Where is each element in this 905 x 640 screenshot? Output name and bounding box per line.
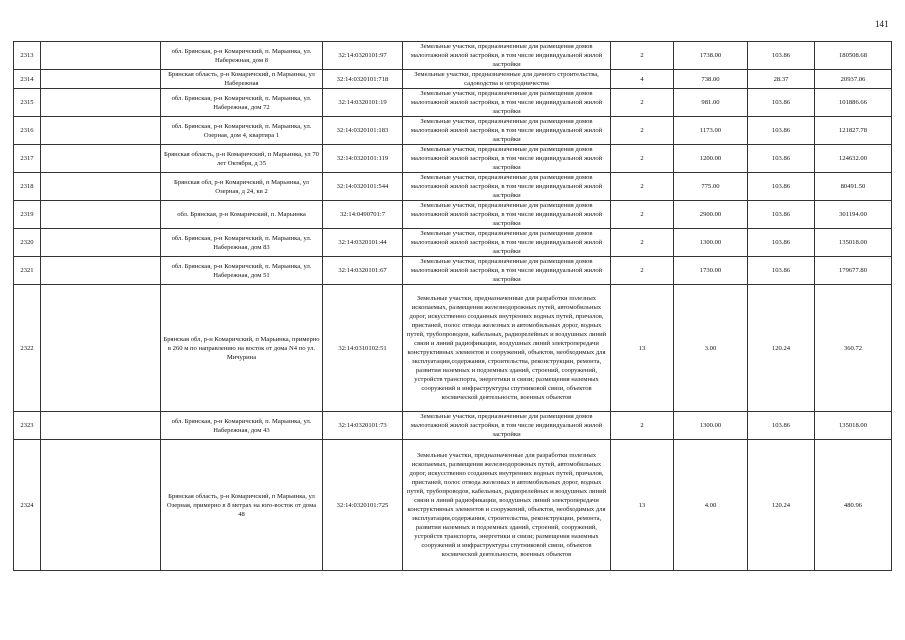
empty-cell [41, 145, 161, 173]
land-use-cell: Земельные участки, предназначенные для размещения домов малоэтажной жилой застройки, в том числе индивидуальной жилой застройки [403, 117, 611, 145]
cadastral-value-cell: 180508.68 [815, 42, 892, 70]
empty-cell [41, 70, 161, 89]
area-cell: 981.00 [674, 89, 748, 117]
land-use-cell: Земельные участки, предназначенные для размещения домов малоэтажной жилой застройки, в том числе индивидуальной жилой застройки [403, 201, 611, 229]
group-code-cell: 2 [611, 145, 674, 173]
row-number: 2320 [14, 229, 41, 257]
group-code-cell: 13 [611, 440, 674, 571]
group-code-cell: 2 [611, 42, 674, 70]
cadastral-number-cell: 32:14:0320101:73 [323, 412, 403, 440]
area-cell: 4.00 [674, 440, 748, 571]
table-row [14, 229, 892, 257]
cadastral-number-cell: 32:14:0320101:718 [323, 70, 403, 89]
address-cell: обл. Брянская, р-н Комаричский, п. Марьинка, ул. Набережная, дом 51 [161, 257, 323, 285]
unit-rate-cell: 103.86 [748, 117, 815, 145]
table-row [14, 145, 892, 173]
address-cell: Брянская обл, р-н Комаричский, п Марьинка, примерно в 260 м по направлению на восток от дома N4 по ул. Мичурина [161, 285, 323, 412]
row-number: 2324 [14, 440, 41, 571]
cadastral-value-cell: 80491.50 [815, 173, 892, 201]
area-cell: 738.00 [674, 70, 748, 89]
cadastral-value-cell: 480.96 [815, 440, 892, 571]
cadastral-number-cell: 32:14:0310102:51 [323, 285, 403, 412]
row-number: 2317 [14, 145, 41, 173]
table-row [14, 89, 892, 117]
empty-cell [41, 173, 161, 201]
land-use-cell: Земельные участки, предназначенные для дачного строительства, садоводства и огородничества [403, 70, 611, 89]
empty-cell [41, 42, 161, 70]
group-code-cell: 13 [611, 285, 674, 412]
area-cell: 3.00 [674, 285, 748, 412]
table-row [14, 412, 892, 440]
land-use-cell: Земельные участки, предназначенные для размещения домов малоэтажной жилой застройки, в том числе индивидуальной жилой застройки [403, 257, 611, 285]
area-cell: 1300.00 [674, 229, 748, 257]
group-code-cell: 2 [611, 201, 674, 229]
address-cell: обл. Брянская, р-н Комаричский, п. Марьинка, ул. Набережная, дом 83 [161, 229, 323, 257]
cadastral-number-cell: 32:14:0320101:183 [323, 117, 403, 145]
empty-cell [41, 117, 161, 145]
cadastral-number-cell: 32:14:0490701:7 [323, 201, 403, 229]
land-use-cell: Земельные участки, предназначенные для разработки полезных ископаемых, размещения железнодорожных путей, автомобильных дорог, искусственно созданных внутренних водных путей, причалов, пристаней, полос отвода железных и автомобильных дорог, водных путей, трубопроводов, кабельных, радиорелейных и воздушных линий связи и линий радиофикации, воздушных линий электропередачи конструктивных элементов и сооружений, объектов, необходимых для эксплуатации,содержания, строительства, реконструкции, ремонта, развития наземных и подземных зданий, строений, сооружений, устройств транспорта, энергетики и связи; размещения наземных сооружений и инфраструктуры спутниковой связи, объектов космической деятельности, военных объектов [403, 285, 611, 412]
address-cell: обл. Брянская, р-н Комаричский, п. Марьинка, ул. Озерная, дом 4, квартира 1 [161, 117, 323, 145]
table-row [14, 285, 892, 412]
table-row [14, 440, 892, 571]
unit-rate-cell: 103.86 [748, 173, 815, 201]
row-number: 2322 [14, 285, 41, 412]
group-code-cell: 4 [611, 70, 674, 89]
address-cell: обл. Брянская, р-н Комаричский, п. Марьинка [161, 201, 323, 229]
table-row [14, 257, 892, 285]
unit-rate-cell: 103.86 [748, 201, 815, 229]
cadastral-value-cell: 124632.00 [815, 145, 892, 173]
cadastral-value-cell: 179677.80 [815, 257, 892, 285]
row-number: 2315 [14, 89, 41, 117]
cadastral-value-cell: 121827.78 [815, 117, 892, 145]
page-number: 141 [875, 19, 889, 29]
area-cell: 2900.00 [674, 201, 748, 229]
row-number: 2323 [14, 412, 41, 440]
table-row [14, 117, 892, 145]
cadastral-value-cell: 301194.00 [815, 201, 892, 229]
land-use-cell: Земельные участки, предназначенные для разработки полезных ископаемых, размещения железнодорожных путей, автомобильных дорог, искусственно созданных внутренних водных путей, причалов, пристаней, полос отвода железных и автомобильных дорог, водных путей, трубопроводов, кабельных, радиорелейных и воздушных линий связи и линий радиофикации, воздушных линий электропередачи конструктивных элементов и сооружений, объектов, необходимых для эксплуатации,содержания, строительства, реконструкции, ремонта, развития наземных и подземных зданий, строений, сооружений, устройств транспорта, энергетики и связи; размещения наземных сооружений и инфраструктуры спутниковой связи, объектов космической деятельности, военных объектов [403, 440, 611, 571]
address-cell: обл. Брянская, р-н Комаричский, п. Марьинка, ул. Набережная, дом 72 [161, 89, 323, 117]
empty-cell [41, 285, 161, 412]
area-cell: 1173.00 [674, 117, 748, 145]
cadastral-number-cell: 32:14:0320101:119 [323, 145, 403, 173]
empty-cell [41, 412, 161, 440]
group-code-cell: 2 [611, 117, 674, 145]
land-use-cell: Земельные участки, предназначенные для размещения домов малоэтажной жилой застройки, в том числе индивидуальной жилой застройки [403, 42, 611, 70]
unit-rate-cell: 120.24 [748, 440, 815, 571]
cadastral-value-cell: 101886.66 [815, 89, 892, 117]
table-row [14, 70, 892, 89]
empty-cell [41, 89, 161, 117]
row-number: 2314 [14, 70, 41, 89]
unit-rate-cell: 28.37 [748, 70, 815, 89]
cadastral-number-cell: 32:14:0320101:44 [323, 229, 403, 257]
address-cell: Брянская область, р-н Комаричский, п Марьинка, ул Набережная [161, 70, 323, 89]
unit-rate-cell: 120.24 [748, 285, 815, 412]
group-code-cell: 2 [611, 257, 674, 285]
area-cell: 1738.00 [674, 42, 748, 70]
area-cell: 1200.00 [674, 145, 748, 173]
row-number: 2321 [14, 257, 41, 285]
unit-rate-cell: 103.86 [748, 89, 815, 117]
cadastral-number-cell: 32:14:0320101:97 [323, 42, 403, 70]
row-number: 2318 [14, 173, 41, 201]
address-cell: Брянская обл, р-н Комаричский, п Марьинка, ул Озерная, д 24, кв 2 [161, 173, 323, 201]
cadastral-value-cell: 135018.00 [815, 229, 892, 257]
land-use-cell: Земельные участки, предназначенные для размещения домов малоэтажной жилой застройки, в том числе индивидуальной жилой застройки [403, 89, 611, 117]
row-number: 2313 [14, 42, 41, 70]
address-cell: Брянская область, р-н Комаричский, п Марьинка, ул Озерная, примерно в 8 метрах на юго-восток от дома 48 [161, 440, 323, 571]
group-code-cell: 2 [611, 229, 674, 257]
row-number: 2319 [14, 201, 41, 229]
cadastral-number-cell: 32:14:0320101:725 [323, 440, 403, 571]
empty-cell [41, 201, 161, 229]
land-use-cell: Земельные участки, предназначенные для размещения домов малоэтажной жилой застройки, в том числе индивидуальной жилой застройки [403, 173, 611, 201]
unit-rate-cell: 103.86 [748, 412, 815, 440]
unit-rate-cell: 103.86 [748, 42, 815, 70]
cadastral-number-cell: 32:14:0320101:67 [323, 257, 403, 285]
row-number: 2316 [14, 117, 41, 145]
cadastral-number-cell: 32:14:0320101:19 [323, 89, 403, 117]
cadastral-value-cell: 20937.06 [815, 70, 892, 89]
area-cell: 1730.00 [674, 257, 748, 285]
table-row [14, 173, 892, 201]
cadastral-value-cell: 360.72 [815, 285, 892, 412]
cadastral-value-cell: 135018.00 [815, 412, 892, 440]
unit-rate-cell: 103.86 [748, 145, 815, 173]
area-cell: 1300.00 [674, 412, 748, 440]
group-code-cell: 2 [611, 89, 674, 117]
empty-cell [41, 229, 161, 257]
group-code-cell: 2 [611, 173, 674, 201]
address-cell: обл. Брянская, р-н Комаричский, п. Марьинка, ул. Набережная, дом 43 [161, 412, 323, 440]
cadastral-number-cell: 32:14:0320101:544 [323, 173, 403, 201]
land-use-cell: Земельные участки, предназначенные для размещения домов малоэтажной жилой застройки, в том числе индивидуальной жилой застройки [403, 412, 611, 440]
empty-cell [41, 257, 161, 285]
unit-rate-cell: 103.86 [748, 257, 815, 285]
cadastral-value-table [13, 41, 892, 571]
table-row [14, 42, 892, 70]
table-row [14, 201, 892, 229]
empty-cell [41, 440, 161, 571]
address-cell: Брянская область, р-н Комаричский, п Марьинка, ул 70 лет Октября, д 35 [161, 145, 323, 173]
group-code-cell: 2 [611, 412, 674, 440]
unit-rate-cell: 103.86 [748, 229, 815, 257]
area-cell: 775.00 [674, 173, 748, 201]
address-cell: обл. Брянская, р-н Комаричский, п. Марьинка, ул. Набережная, дом 8 [161, 42, 323, 70]
land-use-cell: Земельные участки, предназначенные для размещения домов малоэтажной жилой застройки, в том числе индивидуальной жилой застройки [403, 145, 611, 173]
land-use-cell: Земельные участки, предназначенные для размещения домов малоэтажной жилой застройки, в том числе индивидуальной жилой застройки [403, 229, 611, 257]
